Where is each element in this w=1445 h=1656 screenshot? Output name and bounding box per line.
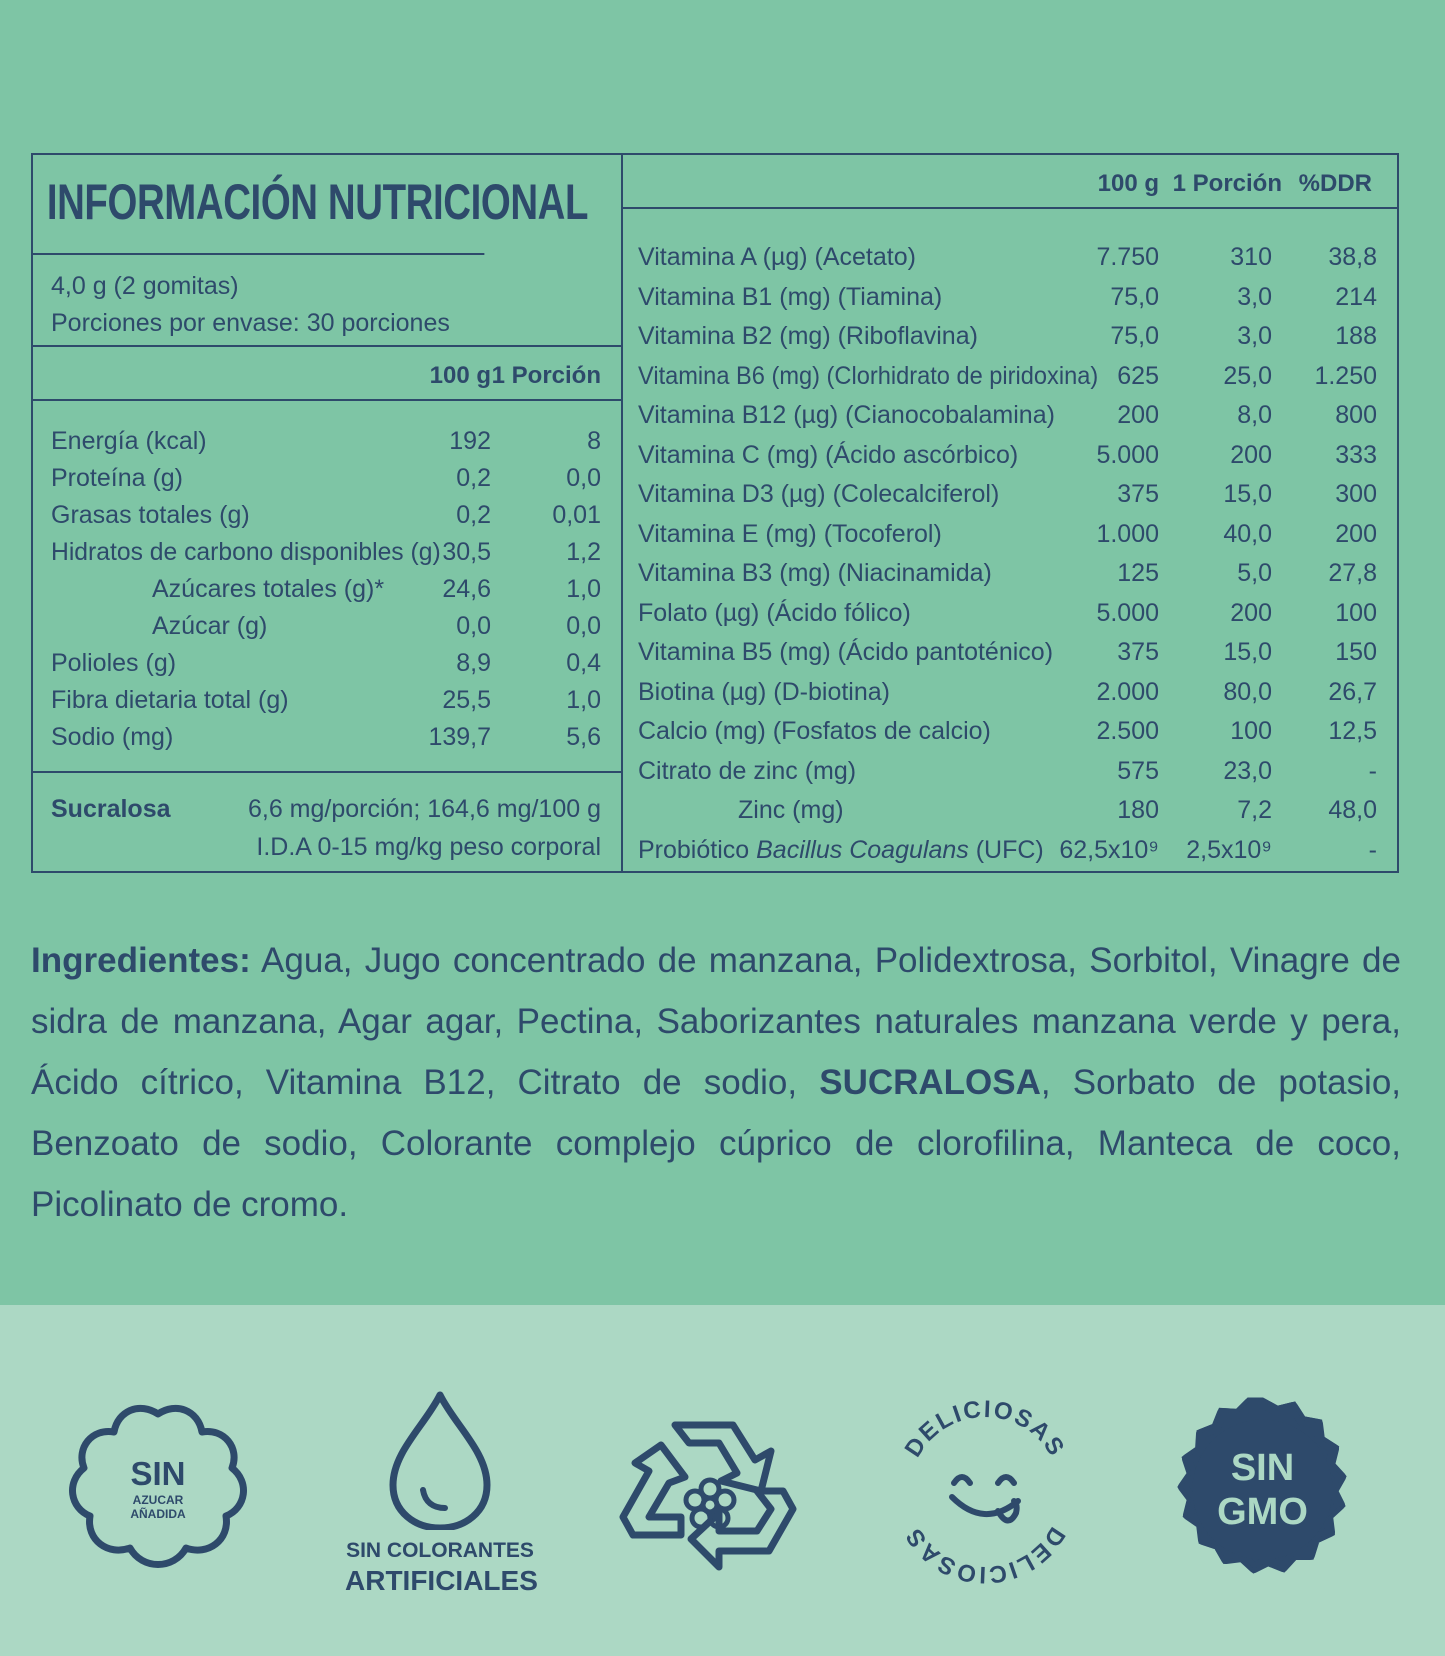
svg-text:DELICIOSAS: DELICIOSAS: [899, 1397, 1071, 1462]
vitamin-row: [623, 397, 1397, 437]
value-per-portion: 0,4: [566, 649, 601, 677]
value-per-100g: 575: [1117, 756, 1159, 785]
value-per-100g: 2.000: [1096, 677, 1159, 706]
badges-strip: [0, 1305, 1445, 1656]
value-per-portion: 80,0: [1223, 677, 1272, 706]
value-per-portion: 40,0: [1223, 519, 1272, 548]
vitamin-label: Calcio (mg) (Fosfatos de calcio): [638, 717, 991, 745]
vitamin-label: Vitamina B3 (mg) (Niacinamida): [638, 559, 992, 587]
smiley-tongue-icon: [890, 1397, 1080, 1587]
value-per-portion: 8: [587, 427, 601, 455]
value-per-portion: 7,2: [1237, 796, 1272, 824]
value-per-100g: 7.750: [1096, 243, 1159, 271]
value-per-100g: 0,2: [456, 464, 491, 492]
value-ddr: 27,8: [1328, 559, 1377, 587]
value-per-100g: 75,0: [1110, 322, 1159, 350]
nutrient-label: Grasas totales (g): [51, 501, 250, 529]
macronutrient-row: [33, 534, 621, 571]
badge-sin-azucar: [68, 1402, 248, 1572]
badge-gmo-line2: GMO: [1217, 1491, 1308, 1533]
value-per-portion: 1,0: [566, 686, 601, 714]
nutrient-label: Azúcares totales (g)*: [152, 575, 385, 603]
probiotic-label-pre: Probiótico: [638, 835, 757, 864]
value-per-portion: 1,2: [566, 538, 601, 566]
nutrient-label: Azúcar (g): [152, 612, 268, 640]
svg-text:DELICIOSAS: DELICIOSAS: [899, 1522, 1071, 1587]
value-ddr: -: [1368, 756, 1377, 785]
value-per-portion: 3,0: [1237, 322, 1272, 350]
value-per-100g: 30,5: [442, 538, 491, 566]
value-ddr: 800: [1335, 401, 1377, 429]
vitamin-row: [623, 437, 1397, 477]
right-column-headers: [623, 155, 1397, 209]
value-ddr: -: [1368, 835, 1377, 864]
macronutrient-row: [33, 423, 621, 460]
badge-colorants-line2: ARTIFICIALES: [345, 1565, 538, 1596]
macronutrient-row: [33, 645, 621, 682]
badge-sugar-line1: SIN: [130, 1455, 186, 1492]
badge-gmo-line1: SIN: [1230, 1447, 1295, 1489]
vitamin-row: [623, 792, 1397, 832]
value-per-portion: 0,01: [552, 501, 601, 529]
vitamin-label: Citrato de zinc (mg): [638, 756, 857, 785]
vitamin-row: [623, 279, 1397, 319]
serving-size: 4,0 g (2 gomitas): [51, 272, 239, 300]
macronutrient-rows: [33, 401, 621, 773]
vitamin-label: Vitamina B12 (µg) (Cianocobalamina): [638, 401, 1055, 429]
value-per-100g: 375: [1117, 480, 1159, 508]
header-ddr: %DDR: [1298, 170, 1372, 197]
vitamin-row: [623, 516, 1397, 556]
vitamin-label: Biotina (µg) (D-biotina): [638, 677, 890, 706]
header-per-100g: 100 g: [1097, 170, 1159, 197]
serving-info: [33, 255, 621, 347]
value-per-portion: 25,0: [1223, 361, 1272, 390]
macronutrient-row: [33, 682, 621, 719]
servings-per-container: Porciones por envase: 30 porciones: [51, 309, 450, 337]
badge-deliciosas: [890, 1397, 1080, 1587]
badge-sugar-line3: AÑADIDA: [130, 1507, 186, 1521]
macronutrient-row: [33, 460, 621, 497]
value-per-portion: 5,0: [1237, 559, 1272, 587]
vitamin-label: Vitamina C (mg) (Ácido ascórbico): [638, 440, 1019, 469]
vitamin-row: [623, 239, 1397, 279]
ingredients-sucralosa: SUCRALOSA: [819, 1063, 1041, 1102]
sucralose-ida: I.D.A 0-15 mg/kg peso corporal: [256, 833, 601, 861]
value-per-100g: 2.500: [1096, 717, 1159, 745]
header-per-portion: 1 Porción: [1172, 170, 1282, 197]
value-per-100g: 192: [449, 427, 491, 455]
value-per-portion: 0,0: [566, 464, 601, 492]
value-per-100g: 62,5x10⁹: [1059, 835, 1159, 864]
value-per-100g: 5.000: [1096, 598, 1159, 627]
value-per-100g: 1.000: [1096, 519, 1159, 548]
value-per-100g: 139,7: [428, 723, 491, 751]
value-per-portion: 23,0: [1223, 756, 1272, 785]
header-per-portion: 1 Porción: [491, 362, 601, 389]
vitamin-row: [623, 595, 1397, 635]
recycle-flower-icon: [615, 1405, 805, 1575]
macronutrient-row: [33, 608, 621, 645]
vitamin-row: [623, 476, 1397, 516]
ingredients-heading: Ingredientes:: [31, 941, 251, 980]
ingredients-text: [31, 930, 1401, 1235]
nutrition-facts-table: [31, 153, 1399, 873]
vitamin-label: Vitamina B2 (mg) (Riboflavina): [638, 322, 978, 350]
ingredients-list-part1: Agua, Jugo concentrado de manzana, Polidextrosa, Sorbitol, Vinagre de sidra de manzana, Agar agar, Pectina, Saborizantes naturales manzana verde y pera, Ácido cítrico, Vitamina B12, Citrato de sodio,: [31, 941, 1401, 1102]
value-ddr: 26,7: [1328, 677, 1377, 706]
badge-sin-gmo: [1170, 1397, 1355, 1582]
probiotic-row: [623, 832, 1397, 872]
vitamin-row: [623, 713, 1397, 753]
nutrient-label: Proteína (g): [51, 464, 184, 492]
value-per-100g: 0,0: [456, 612, 491, 640]
value-per-100g: 625: [1117, 361, 1159, 390]
probiotic-label: [638, 836, 1044, 865]
header-per-100g: 100 g: [429, 362, 491, 389]
nutrient-label: Fibra dietaria total (g): [51, 686, 289, 714]
nutrition-left-panel: [33, 155, 623, 871]
value-per-portion: 2,5x10⁹: [1186, 835, 1272, 864]
value-ddr: 48,0: [1328, 796, 1377, 824]
water-drop-icon: [345, 1390, 535, 1530]
vitamin-label: Vitamina B6 (mg) (Clorhidrato de piridoxina): [638, 361, 1099, 390]
badge-sin-colorantes: [345, 1390, 538, 1600]
nutrition-title: INFORMACIÓN NUTRICIONAL: [33, 155, 484, 255]
value-per-100g: 5.000: [1096, 440, 1159, 469]
value-per-portion: 0,0: [566, 612, 601, 640]
vitamin-label: Vitamina E (mg) (Tocoferol): [638, 519, 942, 548]
value-per-portion: 5,6: [566, 723, 601, 751]
nutrient-label: Polioles (g): [51, 649, 177, 677]
value-per-100g: 8,9: [456, 649, 491, 677]
value-per-100g: 200: [1117, 401, 1159, 429]
nutrient-label: Energía (kcal): [51, 427, 207, 455]
vitamin-row: [623, 318, 1397, 358]
vitamin-row: [623, 634, 1397, 674]
value-ddr: 188: [1335, 322, 1377, 350]
vitamin-row: [623, 753, 1397, 793]
value-ddr: 12,5: [1328, 717, 1377, 745]
value-per-portion: 200: [1230, 440, 1272, 469]
value-ddr: 38,8: [1328, 243, 1377, 271]
value-per-portion: 310: [1230, 243, 1272, 271]
value-per-100g: 25,5: [442, 686, 491, 714]
value-ddr: 214: [1335, 282, 1377, 311]
nutrient-label: Hidratos de carbono disponibles (g): [51, 538, 441, 566]
value-per-100g: 75,0: [1110, 282, 1159, 311]
value-per-portion: 100: [1230, 717, 1272, 745]
badge-sugar-line2: AZUCAR: [132, 1493, 184, 1507]
value-per-portion: 3,0: [1237, 282, 1272, 311]
sucralose-label: Sucralosa: [51, 795, 171, 823]
left-column-headers: [33, 347, 621, 401]
value-per-portion: 15,0: [1223, 638, 1272, 666]
value-ddr: 100: [1335, 598, 1377, 627]
value-ddr: 150: [1335, 638, 1377, 666]
value-per-portion: 15,0: [1223, 480, 1272, 508]
value-per-100g: 0,2: [456, 501, 491, 529]
scalloped-seal-icon: [1170, 1397, 1355, 1582]
vitamin-label: Zinc (mg): [738, 796, 844, 824]
sucralose-amount: 6,6 mg/porción; 164,6 mg/100 g: [247, 795, 601, 823]
vitamin-label: Vitamina B1 (mg) (Tiamina): [638, 282, 943, 311]
vitamin-label: Vitamina B5 (mg) (Ácido pantoténico): [638, 638, 1054, 666]
probiotic-species: Bacillus Coagulans: [756, 835, 969, 864]
macronutrient-row: [33, 719, 621, 756]
value-ddr: 1.250: [1314, 361, 1377, 390]
value-ddr: 333: [1335, 440, 1377, 469]
value-per-100g: 24,6: [442, 575, 491, 603]
vitamin-rows: [623, 209, 1397, 871]
value-per-100g: 125: [1117, 559, 1159, 587]
value-per-100g: 375: [1117, 638, 1159, 666]
macronutrient-row: [33, 571, 621, 608]
value-per-portion: 1,0: [566, 575, 601, 603]
vitamin-row: [623, 674, 1397, 714]
vitamin-row: [623, 358, 1397, 398]
vitamin-label: Folato (µg) (Ácido fólico): [638, 598, 911, 627]
value-ddr: 200: [1335, 519, 1377, 548]
badge-reciclable: [615, 1405, 805, 1575]
value-per-portion: 8,0: [1237, 401, 1272, 429]
nutrient-label: Sodio (mg): [51, 723, 174, 751]
nutrition-right-panel: [623, 155, 1397, 871]
vitamin-label: Vitamina A (µg) (Acetato): [638, 243, 916, 271]
value-ddr: 300: [1335, 480, 1377, 508]
vitamin-label: Vitamina D3 (µg) (Colecalciferol): [638, 480, 1000, 508]
value-per-portion: 200: [1230, 598, 1272, 627]
vitamin-row: [623, 555, 1397, 595]
badge-colorants-line1: SIN COLORANTES: [346, 1539, 534, 1562]
macronutrient-row: [33, 497, 621, 534]
value-per-100g: 180: [1117, 796, 1159, 824]
ingredients-list-part2: , Sorbato de potasio, Benzoato de sodio, Colorante complejo cúprico de clorofilina, Manteca de coco, Picolinato de cromo.: [31, 1063, 1402, 1224]
probiotic-label-post: (UFC): [968, 835, 1044, 864]
